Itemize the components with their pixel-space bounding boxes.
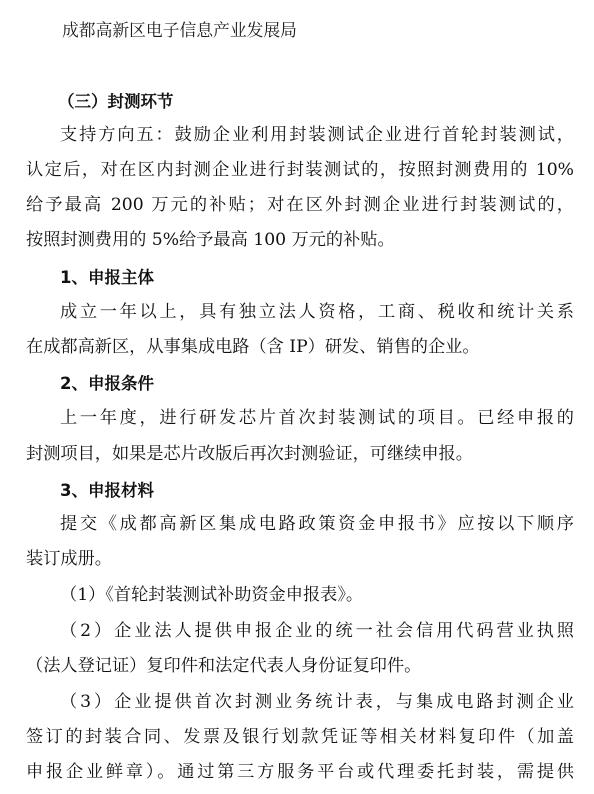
list-item: （1）《首轮封装测试补助资金申报表》。: [60, 585, 364, 605]
paragraph-line: 认定后，对在区内封测企业进行封装测试的，按照封测费用的 10%: [26, 160, 574, 180]
paragraph-line: 按照封测费用的 5%给予最高 100 万元的补贴。: [26, 230, 395, 250]
issuing-org-header: 成都高新区电子信息产业发展局: [62, 20, 297, 40]
paragraph-line: 签订的封装合同、发票及银行划款凭证等相关材料复印件（加盖: [26, 727, 574, 747]
paragraph-line: 申报企业鲜章）。通过第三方服务平台或代理委托封装，需提供: [26, 762, 574, 782]
paragraph-line: 上一年度，进行研发芯片首次封装测试的项目。已经申报的: [60, 408, 574, 428]
list-item: （3）企业提供首次封测业务统计表，与集成电路封测企业: [60, 692, 574, 712]
paragraph-line: 封测项目，如果是芯片改版后再次封测验证，可继续申报。: [26, 444, 473, 464]
list-item: （2）企业法人提供申报企业的统一社会信用代码营业执照: [60, 621, 574, 641]
paragraph-line: 给予最高 200 万元的补贴；对在区外封测企业进行封装测试的，: [26, 195, 574, 215]
paragraph-line: 支持方向五：鼓励企业利用封装测试企业进行首轮封装测试，: [60, 125, 574, 145]
section-heading: （三）封测环节: [58, 92, 174, 111]
paragraph-line: 在成都高新区，从事集成电路（含 IP）研发、销售的企业。: [26, 337, 480, 357]
subheading-conditions: 2、申报条件: [60, 374, 154, 393]
subheading-materials: 3、申报材料: [60, 481, 154, 500]
subheading-applicant: 1、申报主体: [60, 268, 154, 287]
paragraph-line: （法人登记证）复印件和法定代表人身份证复印件。: [26, 656, 422, 676]
paragraph-line: 装订成册。: [26, 549, 112, 569]
paragraph-line: 提交《成都高新区集成电路政策资金申报书》应按以下顺序: [60, 514, 574, 534]
paragraph-line: 成立一年以上，具有独立法人资格，工商、税收和统计关系: [60, 302, 574, 322]
